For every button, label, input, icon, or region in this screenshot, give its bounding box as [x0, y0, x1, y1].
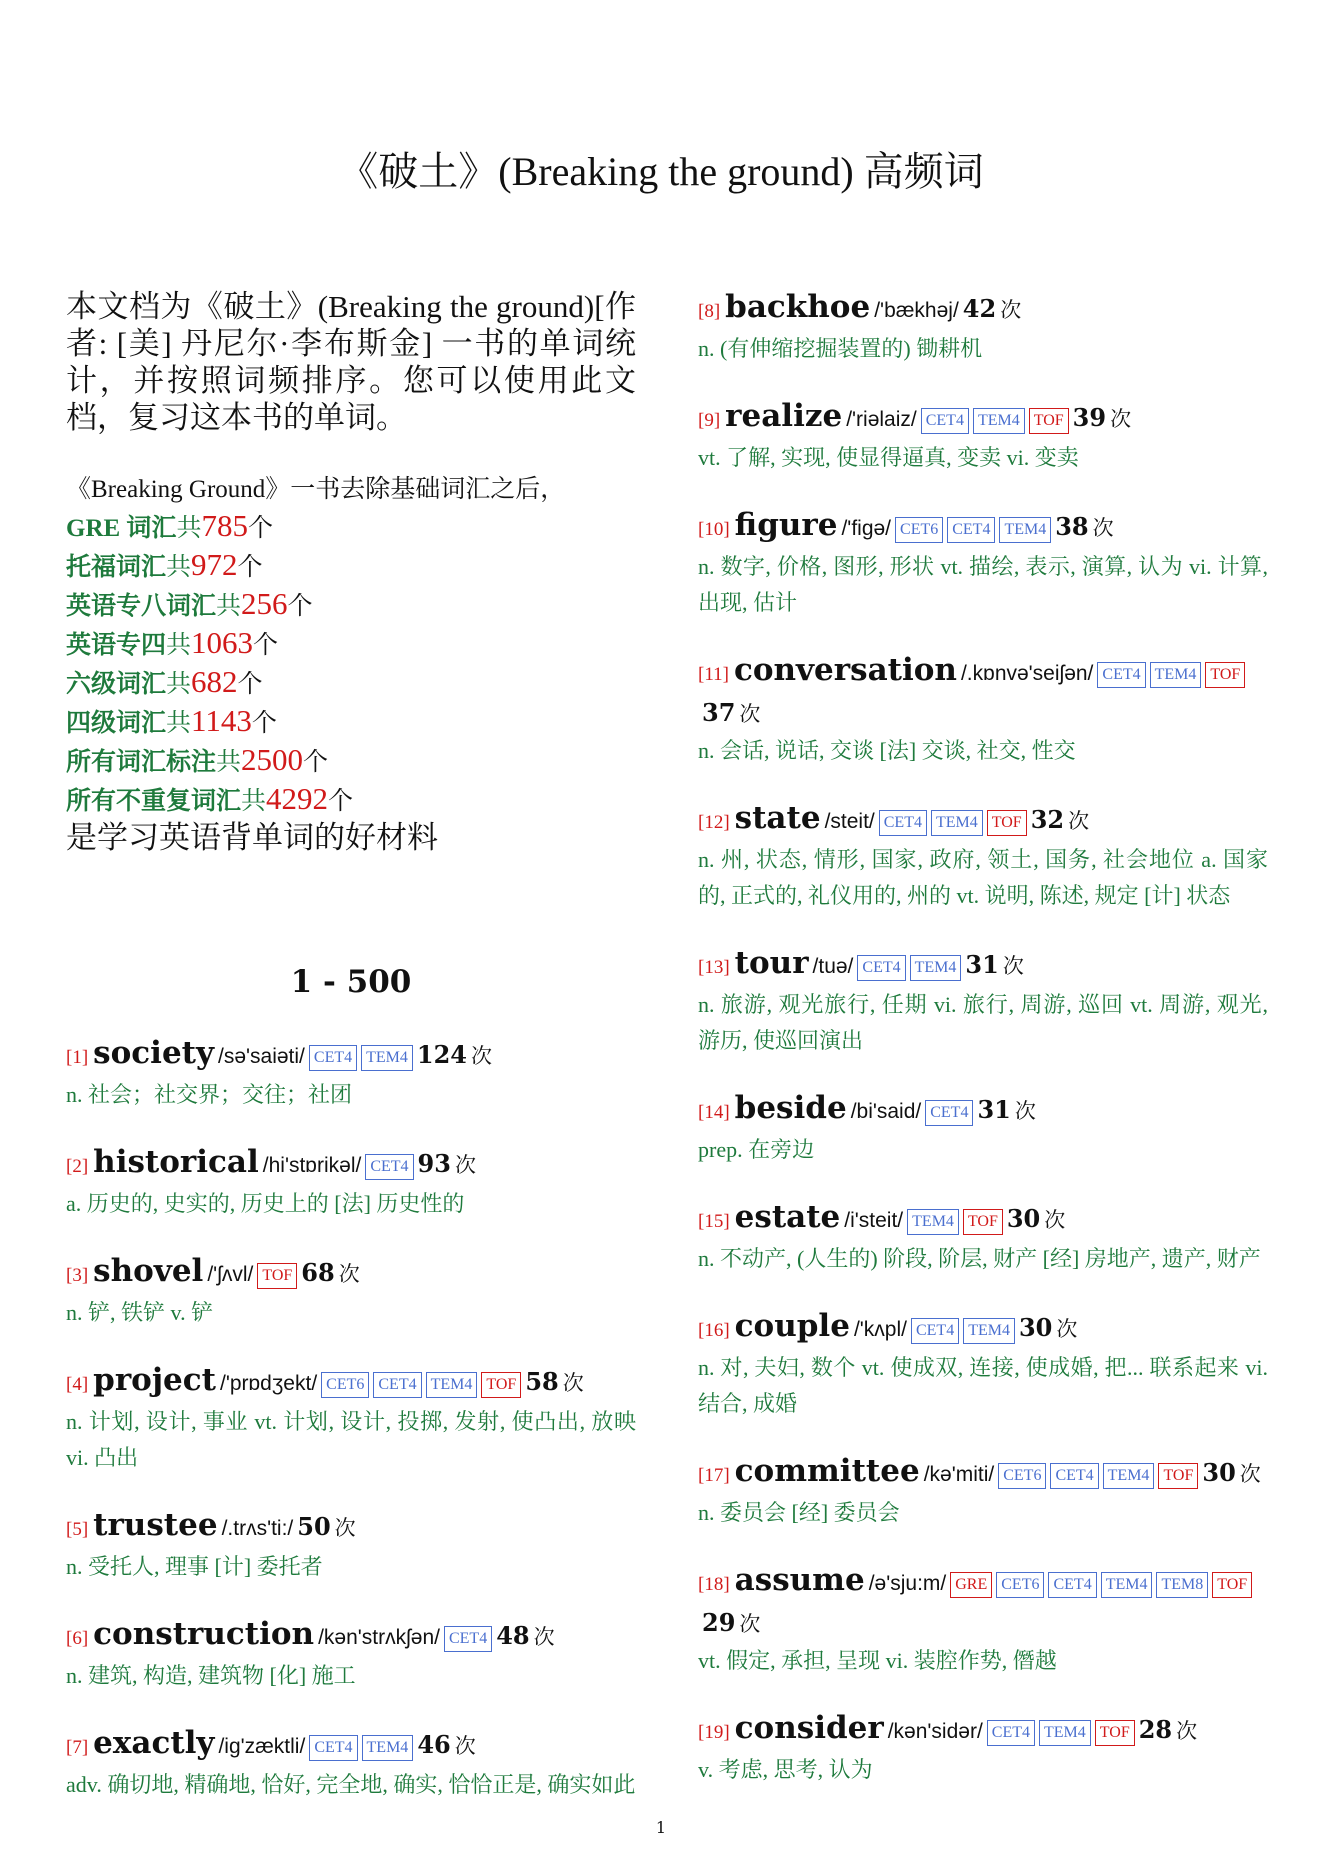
stats-connector: 共	[216, 593, 242, 620]
stats-row	[66, 703, 636, 742]
entry-word: consider	[734, 1710, 884, 1746]
entry-header	[698, 799, 1268, 842]
exam-tag-cet4: CET4	[373, 1372, 421, 1398]
exam-tag-tem4: TEM4	[931, 810, 983, 836]
entry-frequency: 30	[1006, 1204, 1041, 1233]
entry-header	[66, 1506, 636, 1549]
entry-frequency: 58	[525, 1367, 559, 1396]
exam-tag-tof: TOF	[1029, 408, 1069, 434]
entry-phonetic: /tuə/	[812, 955, 854, 978]
entry-frequency: 31	[977, 1095, 1011, 1124]
frequency-unit: 次	[1014, 1099, 1036, 1123]
frequency-unit: 次	[1092, 516, 1114, 540]
frequency-unit: 次	[1056, 1317, 1078, 1341]
exam-tag-cet4: CET4	[1050, 1463, 1098, 1489]
exam-tag-tof: TOF	[963, 1209, 1003, 1235]
exam-tag-cet4: CET4	[444, 1626, 492, 1652]
stats-row	[66, 586, 636, 625]
stats-connector: 共	[166, 671, 192, 698]
entry-word: trustee	[93, 1507, 218, 1543]
entry-frequency: 39	[1072, 403, 1107, 432]
exam-tag-tem4: TEM4	[963, 1318, 1015, 1344]
frequency-unit: 次	[739, 702, 761, 726]
frequency-unit: 次	[1068, 809, 1090, 833]
entry-phonetic: /'figə/	[841, 517, 892, 540]
entry-definition: adv. 确切地, 精确地, 恰好, 完全地, 确实, 恰恰正是, 确实如此	[66, 1772, 636, 1797]
stats-count: 256	[241, 586, 288, 621]
entry-frequency: 50	[297, 1512, 331, 1541]
frequency-unit: 次	[739, 1612, 761, 1636]
stats-label: 英语专四	[66, 632, 167, 659]
entry-word: project	[93, 1362, 216, 1398]
entry-phonetic: /ə'sju:m/	[868, 1572, 947, 1595]
exam-tag-cet4: CET4	[911, 1318, 959, 1344]
entry-definition: n. 数字, 价格, 图形, 形状 vt. 描绘, 表示, 演算, 认为 vi. 计算, 出现, 估计	[698, 554, 1268, 615]
entry-phonetic: /hi'stɒrikəl/	[262, 1154, 362, 1177]
entry-index: [8]	[698, 301, 721, 322]
entry-definition: n. 州, 状态, 情形, 国家, 政府, 领土, 国务, 社会地位 a. 国家的, 正式的, 礼仪用的, 州的 vt. 说明, 陈述, 规定 [计] 状态	[698, 847, 1268, 908]
entry-frequency: 48	[496, 1621, 530, 1650]
entry-header	[698, 1709, 1268, 1752]
entry-index: [17]	[698, 1465, 730, 1486]
stats-connector: 共	[216, 749, 242, 776]
word-entry	[66, 1506, 636, 1585]
stats-connector: 共	[166, 632, 192, 659]
entry-definition: n. (有伸缩挖掘装置的) 锄耕机	[698, 336, 983, 361]
entry-word: conversation	[733, 652, 957, 688]
word-entry	[698, 1307, 1268, 1422]
word-entry	[698, 944, 1268, 1059]
entry-header	[66, 1034, 636, 1077]
entry-word: assume	[734, 1562, 865, 1598]
entry-phonetic: /'kʌpl/	[853, 1318, 907, 1341]
entry-phonetic: /kən'strʌkʃən/	[318, 1626, 440, 1649]
entry-frequency: 124	[416, 1040, 467, 1069]
word-entry	[66, 1724, 636, 1803]
intro-paragraph: 本文档为《破土》(Breaking the ground)[作者: [美] 丹尼尔·李布斯金] 一书的单词统计，并按照词频排序。您可以使用此文档，复习这本书的单词。	[66, 289, 636, 435]
vocabulary-stats	[66, 472, 636, 856]
stats-count: 2500	[241, 742, 304, 777]
entry-definition: n. 不动产, (人生的) 阶段, 阶层, 财产 [经] 房地产, 遗产, 财产	[698, 1246, 1261, 1271]
stats-unit: 个	[287, 593, 313, 620]
entry-phonetic: /ig'zæktli/	[218, 1735, 306, 1758]
entry-header	[698, 397, 1268, 440]
stats-row	[66, 781, 636, 820]
entry-definition: n. 对, 夫妇, 数个 vt. 使成双, 连接, 使成婚, 把... 联系起来 vi. 结合, 成婚	[698, 1355, 1268, 1416]
exam-tag-tem4: TEM4	[973, 408, 1025, 434]
stats-lead: 《Breaking Ground》一书去除基础词汇之后，	[66, 476, 566, 503]
entry-header	[66, 1143, 636, 1186]
frequency-unit: 次	[1110, 407, 1132, 431]
stats-unit: 个	[237, 554, 263, 581]
entry-header	[698, 506, 1268, 549]
entry-header	[66, 1361, 636, 1404]
exam-tag-cet4: CET4	[879, 810, 927, 836]
entry-frequency: 42	[962, 294, 997, 323]
entry-header	[698, 1089, 1268, 1132]
exam-tag-cet6: CET6	[998, 1463, 1046, 1489]
entry-index: [2]	[66, 1156, 89, 1177]
entry-index: [15]	[698, 1211, 730, 1232]
entry-word: construction	[93, 1616, 315, 1652]
entry-phonetic: /bi'said/	[850, 1100, 922, 1123]
exam-tag-cet4: CET4	[987, 1720, 1035, 1746]
stats-count: 4292	[266, 781, 329, 816]
word-entry	[698, 799, 1268, 914]
entry-header	[698, 944, 1268, 987]
stats-label: 六级词汇	[66, 671, 167, 698]
entry-index: [11]	[698, 664, 729, 685]
stats-row	[66, 625, 636, 664]
entry-word: beside	[734, 1090, 847, 1126]
entry-phonetic: /sə'saiəti/	[218, 1045, 305, 1068]
exam-tag-cet6: CET6	[321, 1372, 369, 1398]
stats-closing: 是学习英语背单词的好材料	[66, 820, 438, 855]
word-entry	[698, 1198, 1268, 1277]
entry-header	[698, 1198, 1268, 1241]
stats-unit: 个	[328, 788, 354, 815]
entry-definition: prep. 在旁边	[698, 1137, 815, 1162]
entry-phonetic: /'ʃʌvl/	[207, 1263, 254, 1286]
entry-frequency: 28	[1138, 1715, 1173, 1744]
exam-tag-tof: TOF	[1158, 1463, 1198, 1489]
word-entry	[698, 1089, 1268, 1168]
entry-frequency: 32	[1030, 805, 1065, 834]
entry-word: state	[734, 800, 821, 836]
frequency-unit: 次	[1044, 1208, 1066, 1232]
stats-unit: 个	[303, 749, 329, 776]
stats-row	[66, 664, 636, 703]
stats-unit: 个	[251, 710, 277, 737]
entry-definition: n. 会话, 说话, 交谈 [法] 交谈, 社交, 性交	[698, 738, 1076, 763]
entry-index: [9]	[698, 410, 721, 431]
word-entry	[698, 506, 1268, 621]
stats-label: 四级词汇	[66, 710, 167, 737]
entry-phonetic: /'riəlaiz/	[846, 408, 917, 431]
frequency-unit: 次	[1176, 1719, 1198, 1743]
entry-header	[66, 1615, 636, 1658]
entry-frequency: 31	[965, 950, 999, 979]
stats-label: 英语专八词汇	[66, 593, 217, 620]
entry-header	[698, 651, 1268, 733]
entry-word: committee	[734, 1453, 920, 1489]
right-column	[698, 288, 1268, 1788]
entry-word: figure	[734, 507, 838, 543]
entry-header	[698, 288, 1268, 331]
word-entry	[698, 1561, 1268, 1679]
exam-tag-tof: TOF	[257, 1263, 297, 1289]
entry-index: [13]	[698, 957, 730, 978]
exam-tag-cet4: CET4	[1097, 662, 1145, 688]
stats-connector: 共	[166, 710, 192, 737]
stats-unit: 个	[253, 632, 279, 659]
entry-index: [18]	[698, 1574, 730, 1595]
entry-phonetic: /'prɒdʒekt/	[219, 1372, 318, 1395]
exam-tag-tof: TOF	[1205, 662, 1245, 688]
entry-index: [12]	[698, 812, 730, 833]
entry-definition: v. 考虑, 思考, 认为	[698, 1757, 873, 1782]
exam-tag-tem4: TEM4	[999, 517, 1051, 543]
exam-tag-gre: GRE	[950, 1572, 992, 1598]
range-heading: 1 - 500	[290, 964, 412, 1000]
stats-count: 1063	[191, 625, 254, 660]
entry-definition: a. 历史的, 史实的, 历史上的 [法] 历史性的	[66, 1191, 465, 1216]
exam-tag-cet4: CET4	[1048, 1572, 1096, 1598]
entry-phonetic: /.trʌs'ti:/	[221, 1517, 294, 1540]
entry-index: [5]	[66, 1519, 89, 1540]
word-entry	[66, 1143, 636, 1222]
entry-phonetic: /.kɒnvə'seiʃən/	[960, 662, 1094, 685]
entry-index: [19]	[698, 1722, 730, 1743]
word-entry	[66, 1615, 636, 1694]
exam-tag-cet6: CET6	[895, 517, 943, 543]
frequency-unit: 次	[334, 1516, 356, 1540]
entry-header	[66, 1724, 636, 1767]
exam-tag-cet6: CET6	[996, 1572, 1044, 1598]
entry-index: [7]	[66, 1737, 89, 1758]
exam-tag-cet4: CET4	[365, 1154, 413, 1180]
stats-label: 所有不重复词汇	[66, 788, 242, 815]
entry-index: [14]	[698, 1102, 730, 1123]
frequency-unit: 次	[1002, 954, 1024, 978]
exam-tag-tem4: TEM4	[1039, 1720, 1091, 1746]
entry-frequency: 30	[1018, 1313, 1053, 1342]
entry-frequency: 93	[417, 1149, 451, 1178]
page-number: 1	[655, 1818, 667, 1837]
entry-definition: n. 计划, 设计, 事业 vt. 计划, 设计, 投掷, 发射, 使凸出, 放映 vi. 凸出	[66, 1409, 636, 1470]
stats-count: 1143	[191, 703, 252, 738]
entry-index: [6]	[66, 1628, 89, 1649]
entry-frequency: 38	[1055, 512, 1089, 541]
entry-word: backhoe	[725, 289, 871, 325]
entry-frequency: 68	[301, 1258, 335, 1287]
entry-index: [4]	[66, 1374, 89, 1395]
entry-header	[66, 1252, 636, 1295]
entry-word: exactly	[93, 1725, 215, 1761]
entry-definition: vt. 假定, 承担, 呈现 vi. 装腔作势, 僭越	[698, 1648, 1057, 1673]
frequency-unit: 次	[338, 1262, 360, 1286]
exam-tag-tem4: TEM4	[362, 1735, 414, 1761]
entry-word: historical	[93, 1144, 259, 1180]
word-entry	[698, 651, 1268, 769]
stats-row	[66, 547, 636, 586]
stats-unit: 个	[247, 515, 273, 542]
entry-header	[698, 1307, 1268, 1350]
entry-word: shovel	[93, 1253, 204, 1289]
word-entry	[66, 1361, 636, 1476]
word-entry	[698, 1709, 1268, 1788]
stats-label: 托福词汇	[66, 554, 167, 581]
stats-connector: 共	[176, 515, 202, 542]
exam-tag-tem4: TEM4	[907, 1209, 959, 1235]
entry-frequency: 30	[1202, 1458, 1236, 1487]
exam-tag-tem4: TEM4	[426, 1372, 478, 1398]
stats-unit: 个	[237, 671, 263, 698]
entry-index: [1]	[66, 1047, 89, 1068]
exam-tag-tof: TOF	[1095, 1720, 1135, 1746]
entry-word: realize	[725, 398, 843, 434]
stats-label: GRE 词汇	[66, 515, 177, 542]
entry-index: [16]	[698, 1320, 730, 1341]
exam-tag-tof: TOF	[481, 1372, 521, 1398]
exam-tag-tem4: TEM4	[910, 955, 962, 981]
entry-phonetic: /steit/	[824, 810, 875, 833]
entry-definition: n. 建筑, 构造, 建筑物 [化] 施工	[66, 1663, 356, 1688]
entry-definition: n. 旅游, 观光旅行, 任期 vi. 旅行, 周游, 巡回 vt. 周游, 观光, 游历, 使巡回演出	[698, 992, 1268, 1053]
frequency-unit: 次	[1000, 298, 1022, 322]
entry-definition: n. 受托人, 理事 [计] 委托者	[66, 1554, 323, 1579]
exam-tag-tem4: TEM4	[1101, 1572, 1153, 1598]
stats-row	[66, 742, 636, 781]
entry-word: society	[93, 1035, 214, 1071]
entry-definition: vt. 了解, 实现, 使显得逼真, 变卖 vi. 变卖	[698, 445, 1079, 470]
stats-connector: 共	[166, 554, 192, 581]
exam-tag-cet4: CET4	[309, 1045, 357, 1071]
entry-definition: n. 社会；社交界；交往；社团	[66, 1082, 353, 1107]
exam-tag-tem8: TEM8	[1156, 1572, 1208, 1598]
exam-tag-tem4: TEM4	[1103, 1463, 1155, 1489]
frequency-unit: 次	[562, 1371, 584, 1395]
frequency-unit: 次	[454, 1153, 476, 1177]
entry-index: [3]	[66, 1265, 89, 1286]
entry-frequency: 29	[702, 1608, 736, 1637]
entry-phonetic: /i'steit/	[844, 1209, 904, 1232]
word-entry	[698, 397, 1268, 476]
word-entry	[66, 1252, 636, 1331]
stats-count: 972	[191, 547, 238, 582]
exam-tag-tem4: TEM4	[361, 1045, 413, 1071]
page-title: 《破土》(Breaking the ground) 高频词	[338, 149, 984, 194]
stats-connector: 共	[241, 788, 267, 815]
entry-word: couple	[734, 1308, 850, 1344]
entry-word: estate	[734, 1199, 841, 1235]
entry-header	[698, 1452, 1268, 1495]
frequency-unit: 次	[533, 1625, 555, 1649]
entry-phonetic: /kə'miti/	[923, 1463, 995, 1486]
word-entry	[698, 1452, 1268, 1531]
exam-tag-cet4: CET4	[921, 408, 969, 434]
stats-row	[66, 508, 636, 547]
exam-tag-cet4: CET4	[309, 1735, 357, 1761]
left-column	[66, 288, 636, 1803]
exam-tag-cet4: CET4	[947, 517, 995, 543]
entry-index: [10]	[698, 519, 730, 540]
exam-tag-cet4: CET4	[925, 1100, 973, 1126]
frequency-unit: 次	[454, 1734, 476, 1758]
entry-frequency: 46	[417, 1730, 451, 1759]
stats-label: 所有词汇标注	[66, 749, 217, 776]
word-entry	[66, 1034, 636, 1113]
stats-count: 682	[191, 664, 238, 699]
entry-word: tour	[734, 945, 809, 981]
entry-phonetic: /'bækhəj/	[874, 299, 959, 322]
entry-definition: n. 铲, 铁铲 v. 铲	[66, 1300, 214, 1325]
frequency-unit: 次	[1239, 1462, 1261, 1486]
entry-frequency: 37	[702, 698, 736, 727]
entry-header	[698, 1561, 1268, 1643]
exam-tag-tof: TOF	[987, 810, 1027, 836]
entry-definition: n. 委员会 [经] 委员会	[698, 1500, 900, 1525]
word-entry	[698, 288, 1268, 367]
exam-tag-cet4: CET4	[857, 955, 905, 981]
exam-tag-tof: TOF	[1212, 1572, 1252, 1598]
exam-tag-tem4: TEM4	[1150, 662, 1202, 688]
frequency-unit: 次	[471, 1044, 492, 1068]
stats-count: 785	[201, 508, 248, 543]
entry-phonetic: /kən'sidər/	[887, 1720, 983, 1743]
